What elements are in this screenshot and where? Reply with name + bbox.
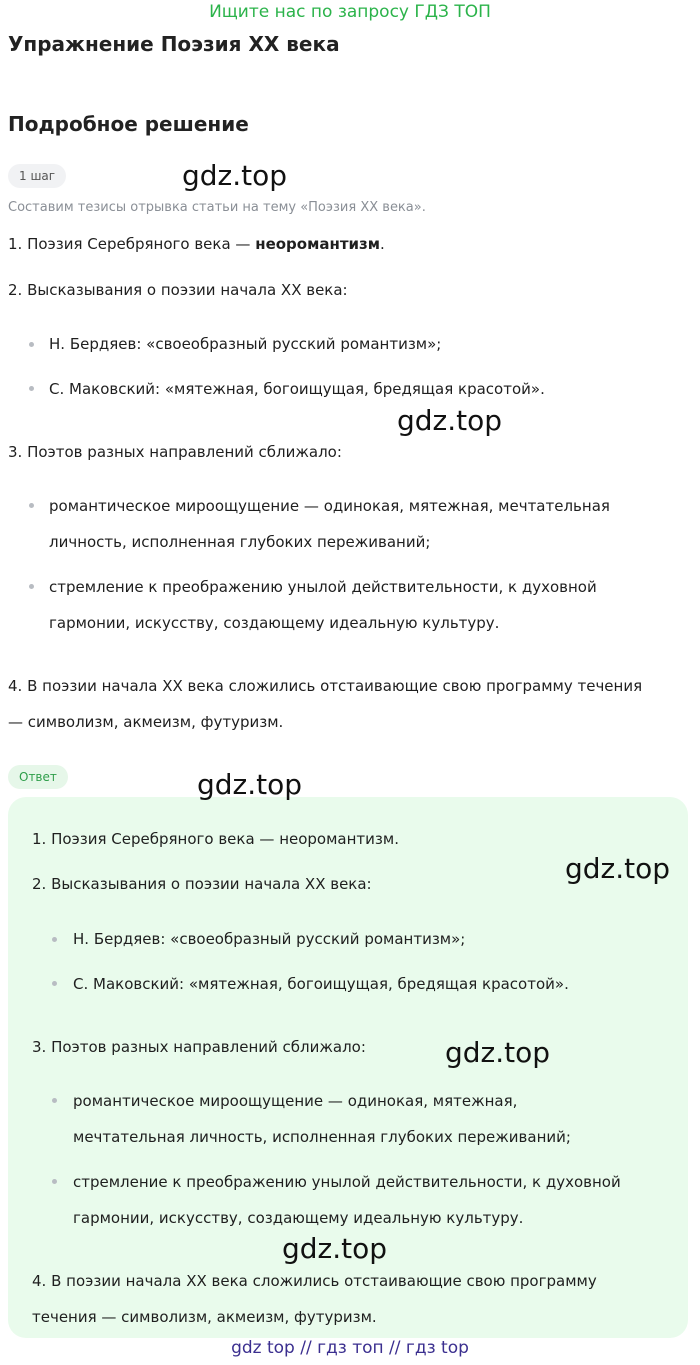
answer-bullet-line: мечтательная личность, исполненная глубоких переживаний;: [73, 1128, 571, 1146]
bullet-dot: [52, 1098, 57, 1103]
watermark: gdz.top: [182, 159, 288, 192]
search-banner[interactable]: Ищите нас по запросу ГДЗ ТОП: [209, 2, 491, 22]
answer-item-3: 3. Поэтов разных направлений сближало:: [32, 1038, 366, 1056]
solution-item-2: 2. Высказывания о поэзии начала XX века:: [8, 281, 348, 299]
solution-bullet-line: романтическое мироощущение — одинокая, мятежная, мечтательная: [49, 497, 610, 515]
solution-item-1-text: 1. Поэзия Серебряного века —: [8, 235, 256, 253]
answer-badge: Ответ: [8, 765, 68, 789]
solution-item-3: 3. Поэтов разных направлений сближало:: [8, 443, 342, 461]
answer-item-4-line: 4. В поэзии начала XX века сложились отстаивающие свою программу: [32, 1272, 597, 1290]
bullet-dot: [29, 386, 34, 391]
answer-bullet-line: романтическое мироощущение — одинокая, мятежная,: [73, 1092, 518, 1110]
watermark: gdz.top: [197, 768, 303, 801]
solution-item-1-end: .: [380, 235, 385, 253]
solution-bullet-line: стремление к преображению унылой действительности, к духовной: [49, 578, 597, 596]
watermark: gdz.top: [445, 1036, 551, 1069]
bullet-dot: [52, 1179, 57, 1184]
solution-bullet: С. Маковский: «мятежная, богоищущая, бредящая красотой».: [49, 380, 545, 398]
bullet-dot: [52, 937, 57, 942]
solution-bullet-line: гармонии, искусству, создающему идеальную культуру.: [49, 614, 500, 632]
solution-item-1-bold: неоромантизм: [255, 235, 381, 253]
answer-item-2: 2. Высказывания о поэзии начала XX века:: [32, 875, 372, 893]
solution-item-1: [8, 226, 385, 262]
solution-bullet-line: личность, исполненная глубоких переживаний;: [49, 533, 431, 551]
watermark: gdz.top: [397, 404, 503, 437]
solution-bullet: Н. Бердяев: «своеобразный русский романтизм»;: [49, 335, 442, 353]
watermark: gdz.top: [282, 1232, 388, 1265]
bullet-dot: [29, 584, 34, 589]
answer-bullet-line: гармонии, искусству, создающему идеальную культуру.: [73, 1209, 524, 1227]
footer-links[interactable]: gdz top // гдз топ // гдз top: [231, 1338, 469, 1358]
step-badge: 1 шаг: [8, 164, 66, 188]
intro-text: Составим тезисы отрывка статьи на тему «Поэзия XX века».: [8, 200, 426, 215]
bullet-dot: [29, 503, 34, 508]
answer-bullet: Н. Бердяев: «своеобразный русский романтизм»;: [73, 930, 466, 948]
answer-item-1: 1. Поэзия Серебряного века — неоромантизм.: [32, 830, 399, 848]
bullet-dot: [29, 342, 34, 347]
bullet-dot: [52, 981, 57, 986]
section-title: Подробное решение: [8, 112, 249, 136]
page-title: Упражнение Поэзия XX века: [8, 32, 340, 56]
watermark: gdz.top: [565, 852, 671, 885]
answer-bullet: С. Маковский: «мятежная, богоищущая, бредящая красотой».: [73, 975, 569, 993]
solution-item-4-line: 4. В поэзии начала XX века сложились отстаивающие свою программу течения: [8, 677, 643, 695]
solution-item-4-line: — символизм, акмеизм, футуризм.: [8, 713, 284, 731]
answer-bullet-line: стремление к преображению унылой действительности, к духовной: [73, 1173, 621, 1191]
answer-item-4-line: течения — символизм, акмеизм, футуризм.: [32, 1308, 377, 1326]
